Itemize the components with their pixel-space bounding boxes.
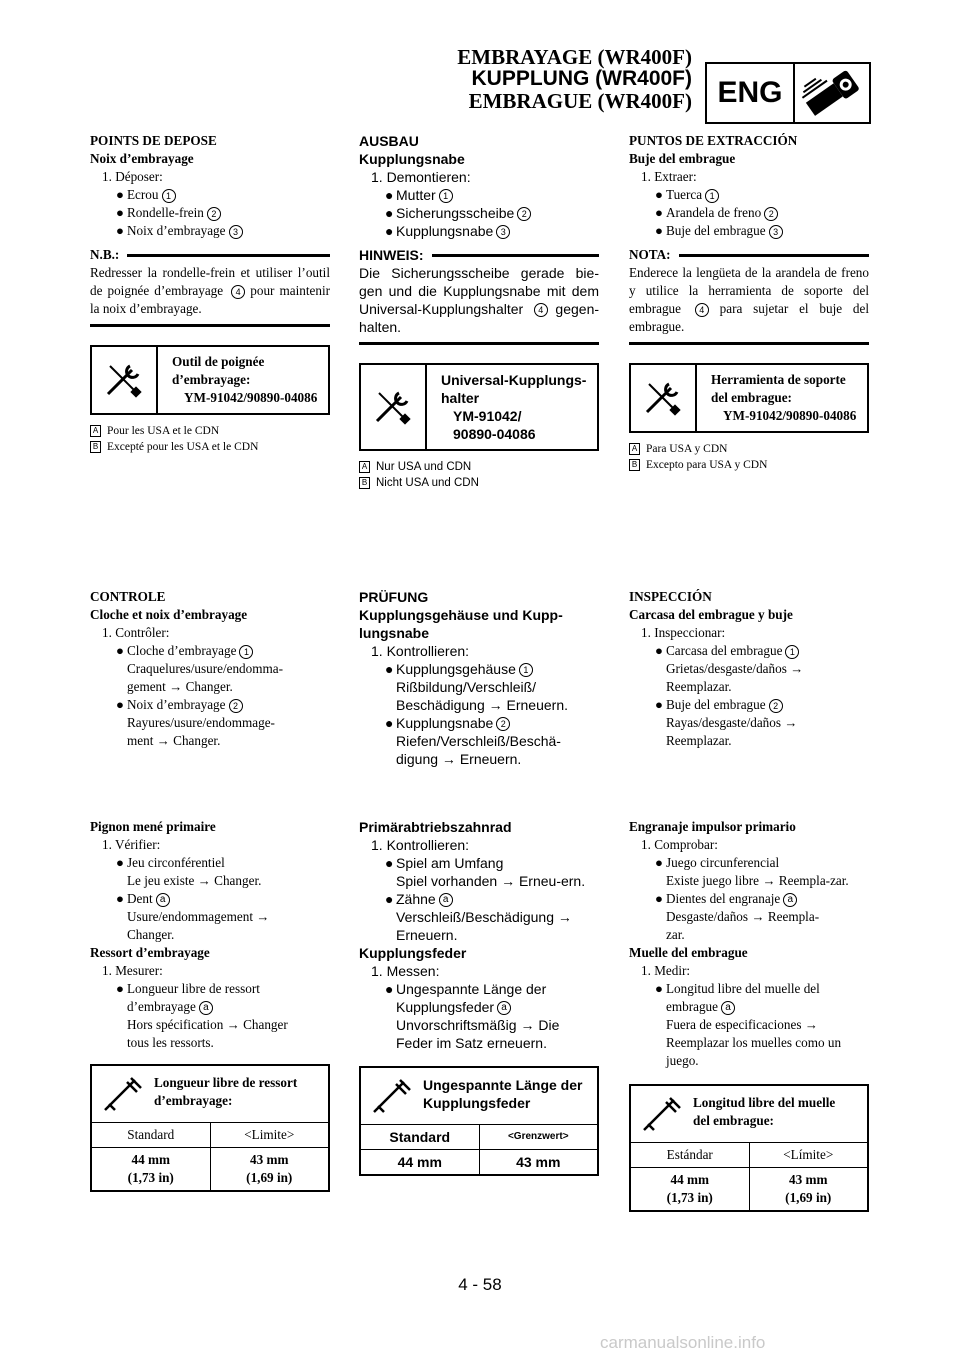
list-item: ● Rondelle-frein 2 xyxy=(90,204,330,222)
fr-removal-heading: POINTS DE DEPOSE xyxy=(90,133,217,148)
item-description: Rayas/desgaste/daños → xyxy=(666,715,798,730)
de-removal-heading: AUSBAU xyxy=(359,133,419,149)
de-spring-step: 1. Messen: xyxy=(371,963,440,979)
list-item: ● Dientes del engranaje a xyxy=(629,890,869,908)
caliper-icon xyxy=(631,1086,693,1142)
wrench-screwdriver-icon xyxy=(631,365,697,431)
list-item: ● Sicherungsscheibe 2 xyxy=(359,204,599,222)
fr-gear-heading: Pignon mené primaire xyxy=(90,819,216,834)
list-item: ● Spiel am Umfang xyxy=(385,855,504,871)
item-description: Verschleiß/Beschädigung → xyxy=(396,909,572,925)
list-item: ● Kupplungsnabe 3 xyxy=(359,222,599,240)
spec-standard-value: 44 mm (1,73 in) xyxy=(666,1172,713,1205)
item-description: Rayures/usure/endommage- xyxy=(127,715,275,730)
wrench-screwdriver-icon xyxy=(92,347,158,413)
spec-title: Kupplungsfeder xyxy=(423,1095,531,1111)
item-description: Existe juego libre → Reempla-zar. xyxy=(666,873,849,888)
spec-header-standard: Estándar xyxy=(666,1147,713,1162)
spec-standard-value: 44 mm (1,73 in) xyxy=(127,1152,174,1185)
list-item: ● Tuerca 1 xyxy=(629,186,869,204)
de-inspection-step: 1. Kontrollieren: xyxy=(371,643,470,659)
es-inspection-subheading: Carcasa del embrague y buje xyxy=(629,607,793,622)
de-tool-part-number: YM-91042/ xyxy=(453,408,522,424)
fr-inspection-subheading: Cloche et noix d’embrayage xyxy=(90,607,248,622)
spec-title: Longitud libre del muelle xyxy=(693,1095,836,1110)
item-description: Feder im Satz erneuern. xyxy=(396,1035,547,1051)
fr-removal xyxy=(90,132,330,455)
list-item: ● Zähne a xyxy=(359,890,599,908)
es-removal-heading: PUNTOS DE EXTRACCIÓN xyxy=(629,133,798,148)
list-item: ● Arandela de freno 2 xyxy=(629,204,869,222)
fr-spec-box xyxy=(90,1064,330,1192)
list-item: ● Kupplungsnabe 2 xyxy=(359,714,599,732)
fr-spring-step: 1. Mesurer: xyxy=(102,963,163,978)
item-description: Craquelures/usure/endomma- xyxy=(127,661,284,676)
item-description: Grietas/desgaste/daños → xyxy=(666,661,804,676)
caliper-icon xyxy=(92,1066,154,1122)
de-spring-heading: Kupplungsfeder xyxy=(359,945,467,961)
item-description: Rißbildung/Verschleiß/ xyxy=(396,679,537,695)
item-description: Changer. xyxy=(127,927,175,942)
page-number: 4 - 58 xyxy=(458,1275,502,1294)
es-tool-box xyxy=(629,363,869,433)
engine-piston-icon xyxy=(795,64,869,122)
spec-header-limit: <Límite> xyxy=(749,1143,868,1167)
es-inspection-step: 1. Inspeccionar: xyxy=(641,625,726,640)
fr-spring-heading: Ressort d’embrayage xyxy=(90,945,210,960)
list-item: ● Jeu circonférentiel xyxy=(116,855,225,870)
fr-note-text: Redresser la rondelle-frein et utiliser l’outil de poignée d’embrayage 4 pour maintenir la noix d’embrayage. xyxy=(90,265,331,316)
spec-header-standard: Standard xyxy=(389,1129,451,1145)
item-description: Reemplazar los muelles como un juego. xyxy=(666,1035,842,1068)
de-gear-step: 1. Kontrollieren: xyxy=(371,837,470,853)
es-spring-heading: Muelle del embrague xyxy=(629,945,748,960)
list-item: ● Buje del embrague 3 xyxy=(629,222,869,240)
spec-title: d’embrayage: xyxy=(154,1093,233,1108)
es-note-title: NOTA: xyxy=(629,246,869,264)
list-item: ● Noix d’embrayage 3 xyxy=(90,222,330,240)
caliper-icon xyxy=(361,1068,423,1124)
item-description: embrague a xyxy=(629,998,869,1016)
fr-inspection-heading: CONTROLE xyxy=(90,589,166,604)
spec-limit-value: 43 mm (1,69 in) xyxy=(210,1148,329,1190)
spec-title: del embrague: xyxy=(693,1113,774,1128)
item-description: Erneuern. xyxy=(396,927,458,943)
section-badge xyxy=(705,62,871,124)
es-inspection xyxy=(629,588,869,750)
item-description: d’embrayage a xyxy=(90,998,330,1016)
es-tool-line: del embrague: xyxy=(711,390,792,405)
es-gear-step: 1. Comprobar: xyxy=(641,837,718,852)
item-description: Fuera de especificaciones → xyxy=(666,1017,818,1032)
spec-limit-value: 43 mm xyxy=(479,1150,598,1174)
item-description: Reemplazar. xyxy=(666,679,732,694)
watermark: carmanualsonline.info xyxy=(600,1333,766,1352)
divider xyxy=(629,342,869,345)
item-description: gement → Changer. xyxy=(127,679,233,694)
fr-region-notes: A Pour les USA et le CDN B Excepté pour les USA et le CDN xyxy=(90,423,330,455)
item-description: digung → Erneuern. xyxy=(396,751,522,767)
de-spec-box xyxy=(359,1066,599,1176)
fr-tool-part-number: YM-91042/90890-04086 xyxy=(184,390,318,405)
item-description: Spiel vorhanden → Erneu-ern. xyxy=(396,873,586,889)
es-gear-heading: Engranaje impulsor primario xyxy=(629,819,796,834)
de-removal xyxy=(359,132,599,491)
de-region-notes: A Nur USA und CDN B Nicht USA und CDN xyxy=(359,459,599,491)
list-item: ● Cloche d’embrayage 1 xyxy=(90,642,330,660)
title-fr: EMBRAYAGE (WR400F) xyxy=(457,45,692,69)
es-tool-part-number: YM-91042/90890-04086 xyxy=(723,408,857,423)
item-description: Reemplazar. xyxy=(666,733,732,748)
es-removal-step: 1. Extraer: xyxy=(641,169,697,184)
divider xyxy=(90,324,330,327)
de-gear-heading: Primärabtriebszahnrad xyxy=(359,819,512,835)
fr-note-title: N.B.: xyxy=(90,246,330,264)
spec-header-limit: <Grenzwert> xyxy=(479,1125,598,1149)
section-title xyxy=(457,46,692,112)
item-description: Usure/endommagement → xyxy=(127,909,270,924)
divider xyxy=(359,342,599,345)
de-note-text: Die Sicherungsscheibe gerade bie-gen und die Kupplungsnabe mit dem Universal-Kupplungshalter 4 gegen-halten. xyxy=(359,265,600,335)
list-item: ● Carcasa del embrague 1 xyxy=(629,642,869,660)
de-tool-line: Universal-Kupplungs- xyxy=(441,372,587,388)
item-description: Le jeu existe → Changer. xyxy=(127,873,262,888)
item-description: Riefen/Verschleiß/Beschä- xyxy=(396,733,561,749)
de-note-title: HINWEIS: xyxy=(359,246,599,264)
spec-header-standard: Standard xyxy=(127,1127,175,1142)
de-tool-part-number: 90890-04086 xyxy=(453,426,536,442)
es-spring-step: 1. Medir: xyxy=(641,963,691,978)
spec-title: Longueur libre de ressort xyxy=(154,1075,298,1090)
title-de: KUPPLUNG (WR400F) xyxy=(471,67,692,90)
item-description: Hors spécification → Changer xyxy=(127,1017,288,1032)
item-description: ment → Changer. xyxy=(127,733,221,748)
list-item: ● Buje del embrague 2 xyxy=(629,696,869,714)
fr-gear xyxy=(90,818,330,1192)
fr-tool-line: Outil de poignée xyxy=(172,354,265,369)
item-description: Desgaste/daños → Reempla- xyxy=(666,909,820,924)
de-removal-step: 1. Demontieren: xyxy=(371,169,471,185)
wrench-screwdriver-icon xyxy=(361,365,427,449)
fr-gear-step: 1. Vérifier: xyxy=(102,837,161,852)
es-spec-box xyxy=(629,1084,869,1212)
es-removal-subheading: Buje del embrague xyxy=(629,151,736,166)
de-removal-subheading: Kupplungsnabe xyxy=(359,151,465,167)
item-description: tous les ressorts. xyxy=(127,1035,214,1050)
fr-inspection-step: 1. Contrôler: xyxy=(102,625,170,640)
fr-removal-subheading: Noix d’embrayage xyxy=(90,151,194,166)
es-removal xyxy=(629,132,869,473)
fr-inspection xyxy=(90,588,330,750)
de-tool-line: halter xyxy=(441,390,480,406)
spec-title: Ungespannte Länge der xyxy=(423,1077,583,1093)
list-item: ● Noix d’embrayage 2 xyxy=(90,696,330,714)
list-item: ● Ecrou 1 xyxy=(90,186,330,204)
spec-header-limit: <Limite> xyxy=(210,1123,329,1147)
fr-tool-line: d’embrayage: xyxy=(172,372,251,387)
list-item: ● Longueur libre de ressort xyxy=(116,981,260,996)
fr-removal-step: 1. Déposer: xyxy=(102,169,163,184)
es-inspection-heading: INSPECCIÓN xyxy=(629,589,712,604)
section-badge-label: ENG xyxy=(707,64,795,122)
list-item: ● Kupplungsgehäuse 1 xyxy=(359,660,599,678)
es-tool-line: Herramienta de soporte xyxy=(711,372,846,387)
es-region-notes: A Para USA y CDN B Excepto para USA y CDN xyxy=(629,441,869,473)
de-tool-box xyxy=(359,363,599,451)
item-description: Unvorschriftsmäßig → Die xyxy=(396,1017,560,1033)
list-item: ● Dent a xyxy=(90,890,330,908)
fr-tool-box xyxy=(90,345,330,415)
list-item: ● Longitud libre del muelle del xyxy=(655,981,820,996)
list-item: ● Juego circunferencial xyxy=(655,855,780,870)
list-item: ● Ungespannte Länge der xyxy=(385,981,547,997)
de-inspection-heading: PRÜFUNG xyxy=(359,589,429,605)
de-inspection-subheading: Kupplungsgehäuse und Kupp-lungsnabe xyxy=(359,607,563,641)
spec-standard-value: 44 mm xyxy=(397,1154,442,1170)
item-description: Kupplungsfeder a xyxy=(359,998,599,1016)
list-item: ● Mutter 1 xyxy=(359,186,599,204)
title-es: EMBRAGUE (WR400F) xyxy=(468,89,692,113)
de-gear xyxy=(359,818,599,1176)
es-note-text: Enderece la lengüeta de la arandela de freno y utilice la herramienta de soporte del embrague 4 para sujetar el buje del embrague. xyxy=(629,265,870,334)
item-description: Beschädigung → Erneuern. xyxy=(396,697,568,713)
de-inspection xyxy=(359,588,599,768)
spec-limit-value: 43 mm (1,69 in) xyxy=(749,1168,868,1210)
item-description: zar. xyxy=(666,927,685,942)
es-gear xyxy=(629,818,869,1212)
